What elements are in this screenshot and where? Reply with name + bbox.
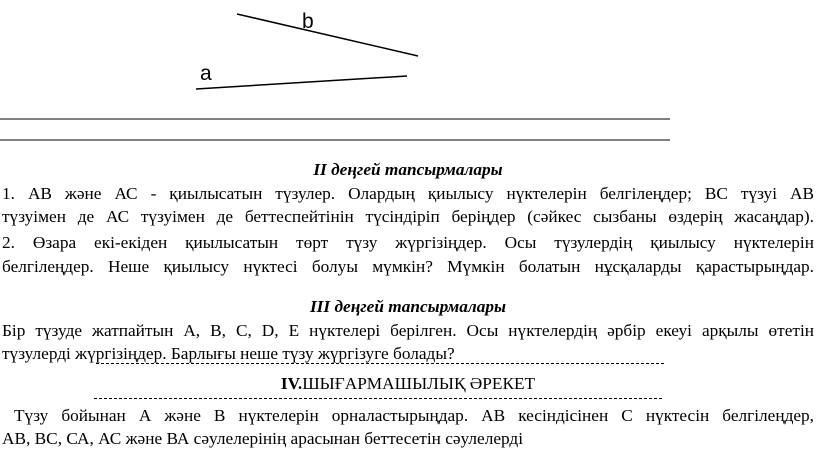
level4-line-2: АВ, ВС, СА, АС және ВА сәулелерінің арасынан беттесетін сәулелерді (2, 429, 524, 448)
level3-heading: III деңгей тапсырмалары (309, 297, 507, 316)
level3-line-1: Бір түзуде жатпайтын А, В, С, D, Е нүктелері берілген. Осы нүктелердің әрбір екеуі арқылы өтетін (2, 321, 814, 340)
answer-dash-line-2 (94, 398, 662, 399)
level3-line-2: түзулерді жүргізіңдер. Барлығы неше түзу жүргізуге болады? (2, 344, 455, 363)
level4-heading (0, 373, 816, 395)
level4-heading-roman: IV. (280, 374, 303, 393)
level2-line-1: 1. АВ және АС - қиылысатын түзулер. Олардың қиылысу нүктелерін белгілеңдер; ВС түзуі АВ (2, 184, 814, 203)
level2-line-3: 2. Өзара екі-екіден қиылысатын төрт түзу жүргізіңдер. Осы түзулердің қиылысу нүктелерін (2, 233, 814, 252)
label-a: a (200, 62, 212, 85)
answer-dash-line-1 (96, 363, 664, 364)
line-b (237, 14, 418, 56)
level4-heading-title: ШЫҒАРМАШЫЛЫҚ ӘРЕКЕТ (302, 374, 536, 393)
level2-heading: II деңгей тапсырмалары (313, 160, 503, 179)
level2-line-4: белгілеңдер. Неше қиылысу нүктесі болуы мүмкін? Мүмкін болатын нұсқаларды қарастырыңдар. (2, 257, 814, 276)
line-a (196, 76, 407, 89)
level4-line-1: Түзу бойынан А және В нүктелерін орналастырыңдар. АВ кесіндісінен С нүктесін белгілеңдер, (14, 406, 814, 425)
label-b: b (302, 10, 314, 33)
lines-figure (0, 0, 816, 160)
level2-line-2: түзуімен де АС түзуімен де беттеспейтінін түсіндіріп беріңдер (сәйкес сызбаны өздерің жасаңдар). (2, 207, 814, 226)
